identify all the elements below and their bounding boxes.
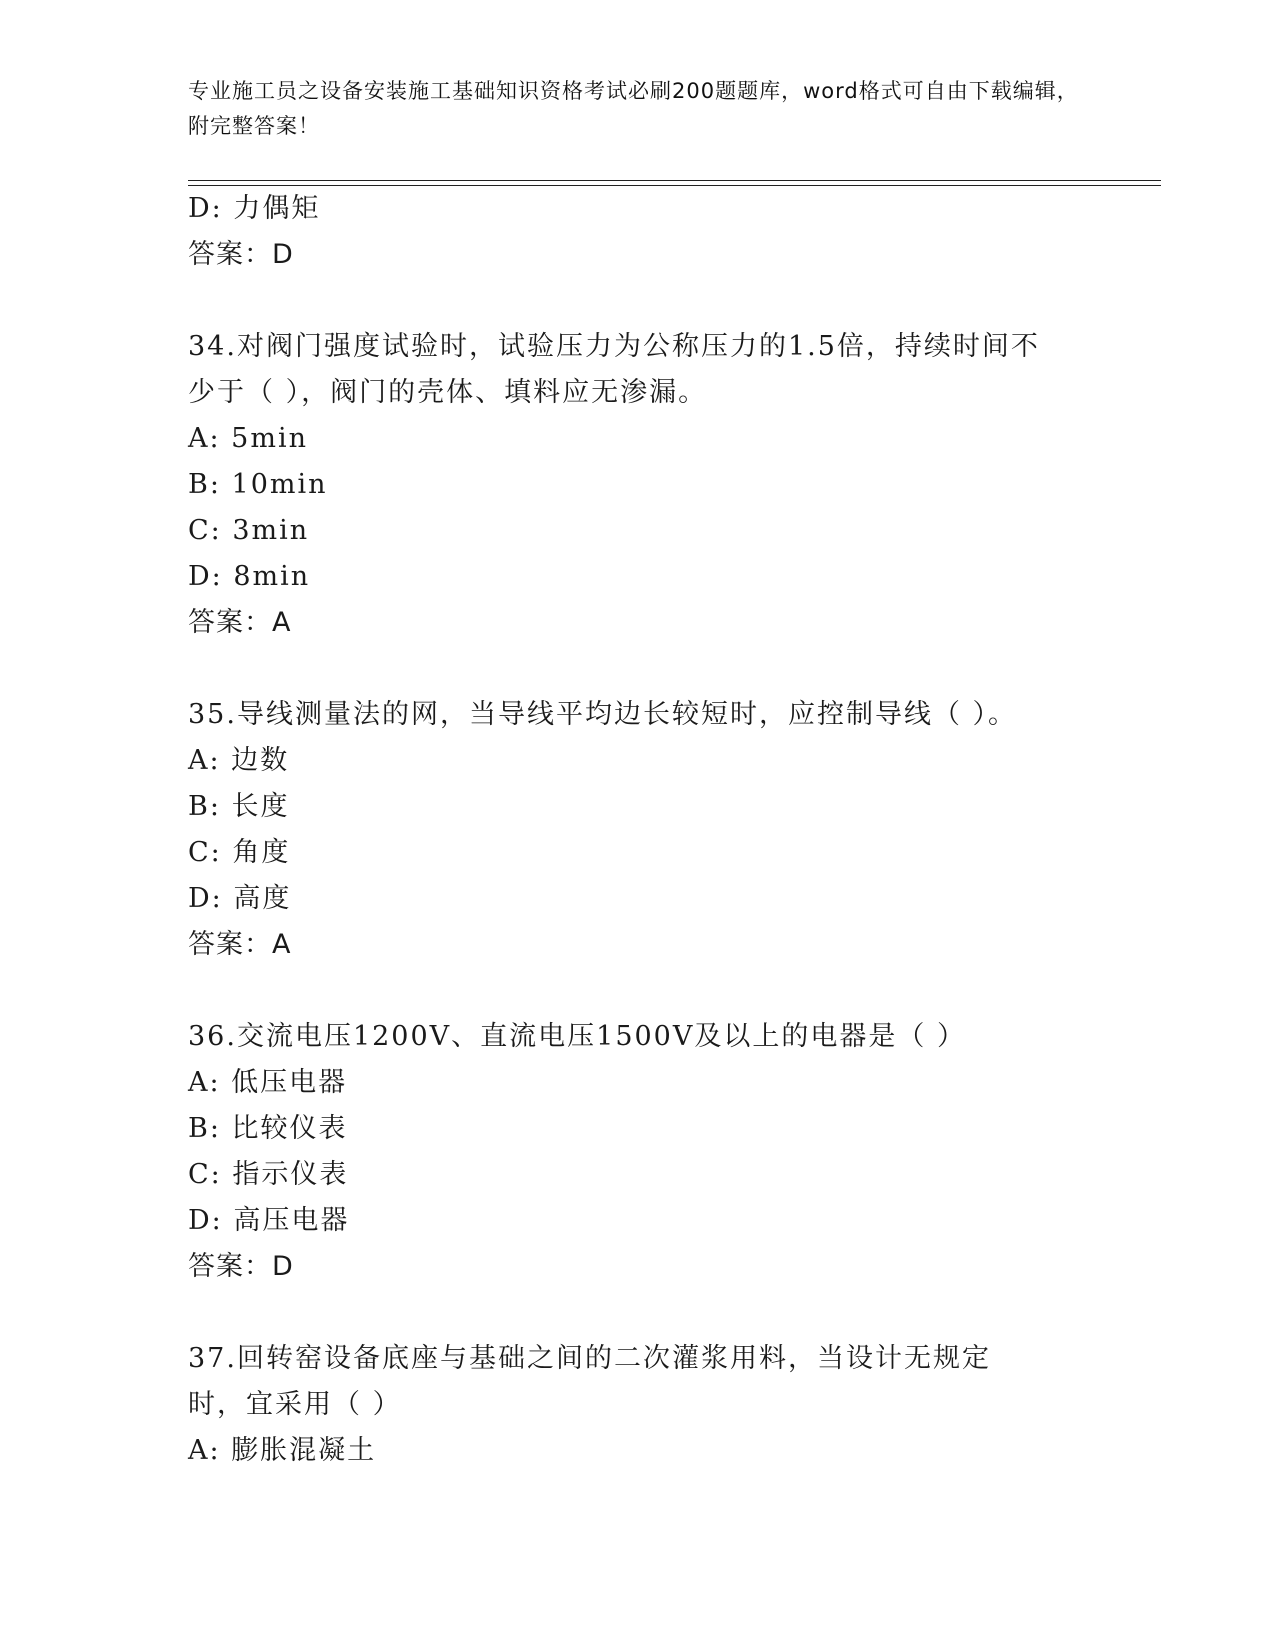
question-36 <box>188 1014 1088 1290</box>
option-c: C: 指示仪表 <box>188 1159 349 1190</box>
option-a: A: 边数 <box>188 745 290 776</box>
question-text: 37.回转窑设备底座与基础之间的二次灌浆用料，当设计无规定时，宜采用（ ） <box>188 1343 991 1420</box>
question-34 <box>188 324 1088 646</box>
question-37 <box>188 1336 1088 1474</box>
option-c: C: 3min <box>188 515 310 546</box>
question-text: 35.导线测量法的网，当导线平均边长较短时，应控制导线（ ）。 <box>188 699 1018 730</box>
answer: 答案：A <box>188 929 292 960</box>
option-d: D: 高压电器 <box>188 1205 350 1236</box>
option-d: D: 8min <box>188 561 311 592</box>
question-content <box>188 186 1088 1474</box>
answer: 答案：A <box>188 607 292 638</box>
option-a: A: 低压电器 <box>188 1067 348 1098</box>
carry-over-option-d: D: 力偶矩 <box>188 193 321 224</box>
option-b: B: 比较仪表 <box>188 1113 348 1144</box>
carry-over-answer: 答案：D <box>188 239 294 270</box>
question-35 <box>188 692 1088 968</box>
option-b: B: 长度 <box>188 791 290 822</box>
page-header: 专业施工员之设备安装施工基础知识资格考试必刷200题题库，word格式可自由下载编辑，附完整答案！ <box>188 79 1079 138</box>
question-text: 36.交流电压1200V、直流电压1500V及以上的电器是（ ） <box>188 1021 966 1052</box>
option-c: C: 角度 <box>188 837 291 868</box>
option-d: D: 高度 <box>188 883 292 914</box>
header-rule-top <box>188 180 1161 181</box>
option-b: B: 10min <box>188 469 328 500</box>
answer: 答案：D <box>188 1251 294 1282</box>
question-text: 34.对阀门强度试验时，试验压力为公称压力的1.5倍，持续时间不少于（ ），阀门的壳体、填料应无渗漏。 <box>188 331 1040 408</box>
option-a: A: 膨胀混凝土 <box>188 1435 377 1466</box>
option-a: A: 5min <box>188 423 308 454</box>
